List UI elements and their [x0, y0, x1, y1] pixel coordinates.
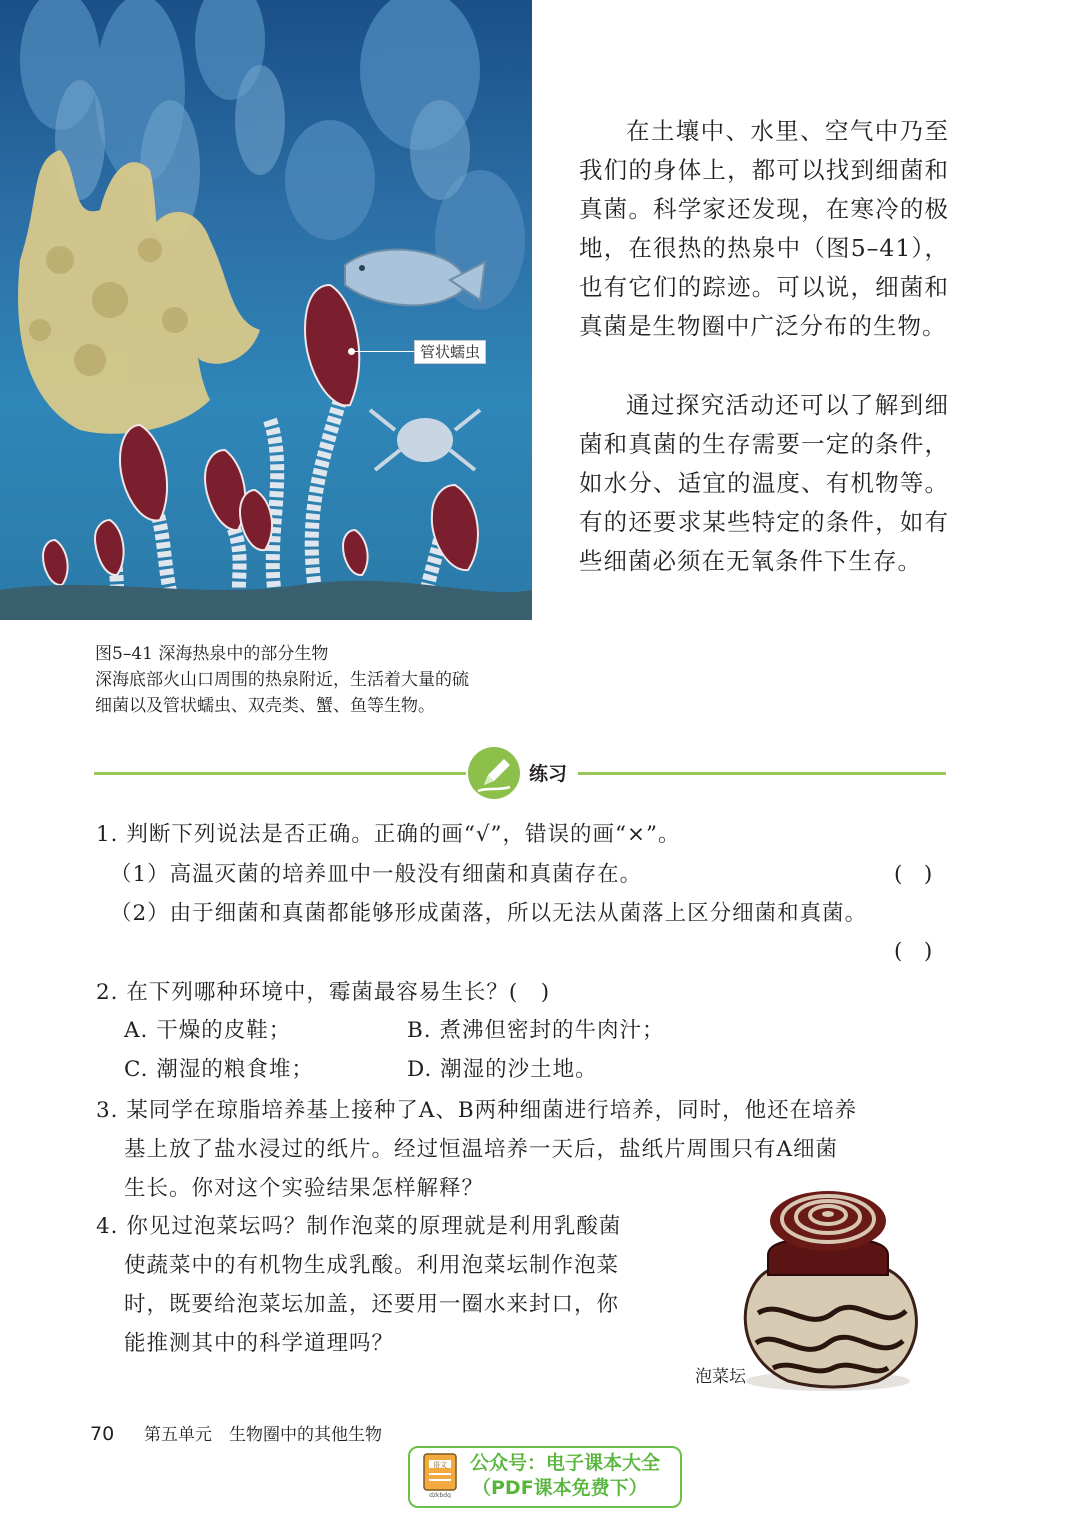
option-d: D. 潮湿的沙土地。 — [407, 1057, 598, 1082]
question-1: 1. 判断下列说法是否正确。正确的画“√”，错误的画“×”。 — [96, 822, 681, 847]
unit-title: 第五单元 生物圈中的其他生物 — [144, 1425, 382, 1445]
figure-caption — [95, 641, 540, 719]
option-a: A. 干燥的皮鞋； — [124, 1018, 292, 1043]
caption-title: 图5–41 深海热泉中的部分生物 — [95, 644, 329, 664]
question-1-item-1: （1）高温灭菌的培养皿中一般没有细菌和真菌存在。 — [110, 862, 643, 887]
pencil-icon — [468, 747, 520, 799]
book-icon-text: 语文 — [433, 1461, 447, 1469]
question-4-line-4: 能推测其中的科学道理吗？ — [124, 1331, 395, 1356]
exercise-rule-right — [578, 772, 946, 775]
exercise-title: 练习 — [529, 763, 568, 785]
pickle-jar-image — [728, 1183, 928, 1393]
book-icon — [420, 1452, 462, 1498]
question-3-line-2: 基上放了盐水浸过的纸片。经过恒温培养一天后，盐纸片周围只有A细菌 — [124, 1137, 839, 1162]
label-leader-line — [352, 351, 414, 352]
label-leader-dot — [348, 348, 355, 355]
book-icon-sub: dzkbdq — [429, 1492, 451, 1498]
deep-sea-scene — [0, 0, 532, 620]
exercise-rule-left — [94, 772, 466, 775]
question-4-line-1: 4. 你见过泡菜坛吗？制作泡菜的原理就是利用乳酸菌 — [96, 1214, 622, 1239]
page-number: 70 — [90, 1423, 115, 1445]
answer-paren-2: ( ) — [894, 939, 933, 964]
caption-line-1: 深海底部火山口周围的热泉附近，生活着大量的硫 — [95, 670, 469, 690]
tube-worm-label: 管状蠕虫 — [414, 340, 486, 364]
body-paragraph-1 — [579, 112, 949, 346]
answer-paren-1: ( ) — [894, 862, 933, 887]
question-4-line-2: 使蔬菜中的有机物生成乳酸。利用泡菜坛制作泡菜 — [124, 1253, 620, 1278]
body-paragraph-2 — [579, 386, 949, 581]
pickle-jar-label: 泡菜坛 — [695, 1367, 746, 1387]
question-2: 2. 在下列哪种环境中，霉菌最容易生长？( ) — [96, 980, 551, 1005]
paragraph-2-text: 通过探究活动还可以了解到细菌和真菌的生存需要一定的条件，如水分、适宜的温度、有机物等。有的还要求某些特定的条件，如有些细菌必须在无氧条件下生存。 — [579, 391, 949, 575]
question-1-item-2: （2）由于细菌和真菌都能够形成菌落，所以无法从菌落上区分细菌和真菌。 — [110, 901, 868, 926]
watermark-line-1: 公众号：电子课本大全 — [470, 1452, 661, 1474]
option-b: B. 煮沸但密封的牛肉汁； — [407, 1018, 665, 1043]
question-3-line-1: 3. 某同学在琼脂培养基上接种了A、B两种细菌进行培养，同时，他还在培养 — [96, 1098, 858, 1123]
option-c: C. 潮湿的粮食堆； — [124, 1057, 314, 1082]
question-4-line-3: 时，既要给泡菜坛加盖，还要用一圈水来封口，你 — [124, 1292, 620, 1317]
deep-sea-vent-illustration — [0, 0, 532, 620]
paragraph-1-text: 在土壤中、水里、空气中乃至我们的身体上，都可以找到细菌和真菌。科学家还发现，在寒冷的极地，在很热的热泉中（图5–41），也有它们的踪迹。可以说，细菌和真菌是生物圈中广泛分布的生物。 — [579, 117, 949, 340]
caption-line-2: 细菌以及管状蠕虫、双壳类、蟹、鱼等生物。 — [95, 696, 435, 716]
question-3-line-3: 生长。你对这个实验结果怎样解释？ — [124, 1176, 485, 1201]
watermark-line-2: （PDF课本免费下） — [472, 1477, 648, 1499]
